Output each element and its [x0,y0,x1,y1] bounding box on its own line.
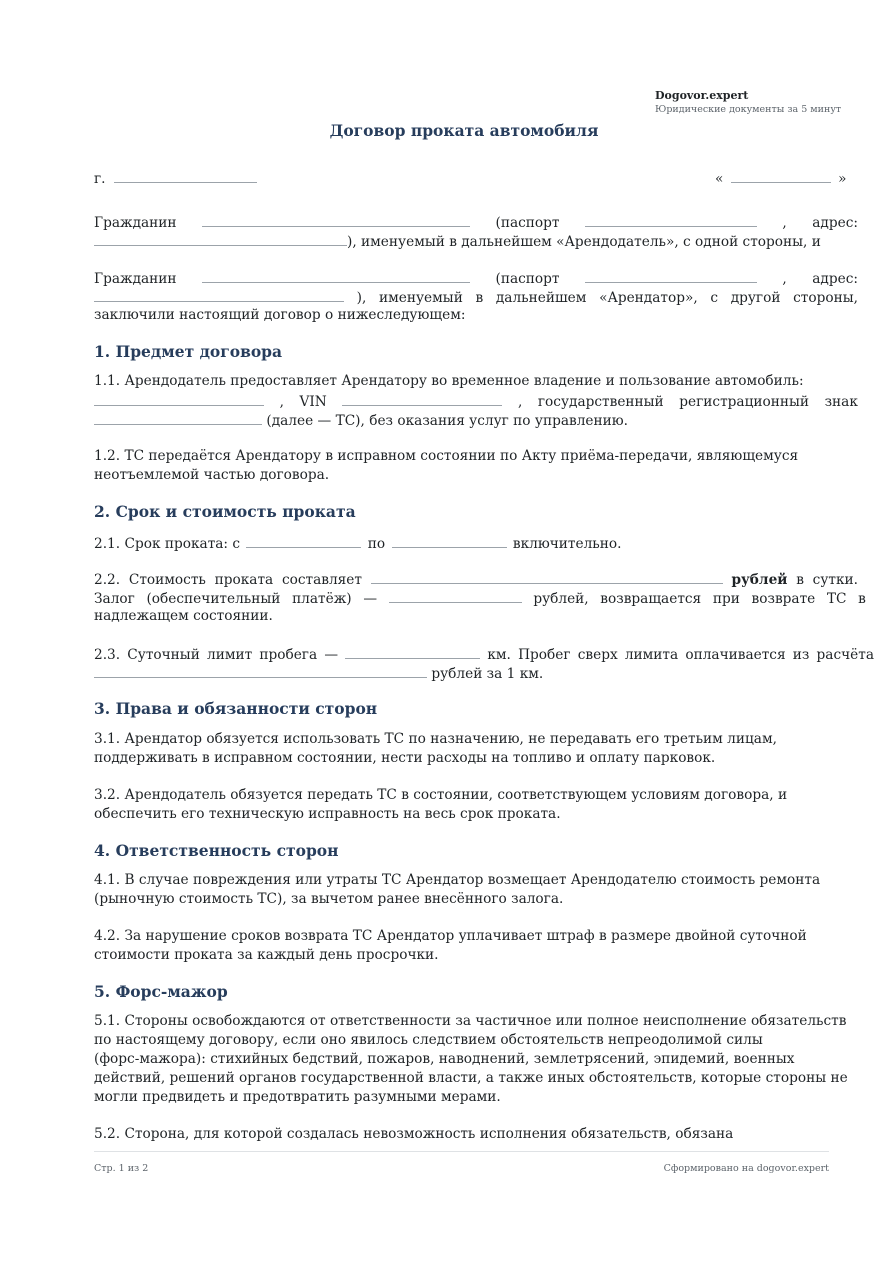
tenant-passport-blank [585,268,757,283]
s2-word: составляет [281,572,362,588]
tenant-word: другой [730,290,781,306]
tenant-word: дальнейшем [495,290,587,306]
landlord-address-blank [94,231,347,246]
s5-p1-line4: действий, решений органов государственной власти, а также иных обстоятельств, которые стороны не [94,1070,848,1086]
city-blank [114,168,257,183]
s4-p2-line2: стоимости проката за каждый день просрочки. [94,947,439,963]
s1-p1-line3 [94,410,628,431]
s1-p2-line2: неотъемлемой частью договора. [94,467,330,483]
s2-word: сутки. [812,572,858,588]
plate-blank [94,410,262,425]
s2-word: при [712,591,740,607]
s5-p1-line2: по настоящему договору, если оно явилось следствием обстоятельств непреодолимой силы [94,1032,763,1048]
s2-word: расчёта [816,647,874,663]
vin-blank [342,391,502,406]
car-model-blank [94,391,264,406]
s2-word: ТС [826,591,847,607]
s2-text: рублей за 1 км. [431,666,544,682]
s2-word: оплачивается [685,647,786,663]
s2-word: 2.3. [94,647,121,663]
s1-word: VIN [299,394,327,410]
s2-p2-line2 [94,588,866,609]
section-heading: 5. Форс-мажор [94,982,228,1001]
tenant-word: Гражданин [94,271,177,287]
date-blank [731,168,831,183]
tenant-word: (паспорт [495,271,560,287]
s2-word: лимит [207,647,253,663]
s5-p2-line1: 5.2. Сторона, для которой создалась невозможность исполнения обязательств, обязана [94,1126,734,1142]
daily-price-blank [371,569,723,584]
s1-word: государственный [537,394,664,410]
landlord-word: адрес: [812,215,858,231]
tenant-name-blank [202,268,470,283]
s1-word: , [517,394,523,410]
tenant-word: именуемый [379,290,463,306]
brand-tagline: Юридические документы за 5 минут [655,104,842,115]
s4-p1-line2: (рыночную стоимость ТС), за вычетом ранее внесённого залога. [94,891,564,907]
date-close-quote: » [838,171,847,187]
brand-name: Dogovor.expert [655,89,749,102]
s4-p1-line1: 4.1. В случае повреждения или утраты ТС Арендатор возмещает Арендодателю стоимость ремонта [94,872,821,888]
tenant-address-blank [94,287,344,302]
s1-p1-line1: 1.1. Арендодатель предоставляет Арендатору во временное владение и пользование автомобиль: [94,373,804,389]
s2-word: Суточный [127,647,200,663]
s2-word: Пробег [518,647,571,663]
s3-p1-line1: 3.1. Арендатор обязуется использовать ТС по назначению, не передавать его третьим лицам, [94,731,777,747]
s2-text: включительно. [512,536,622,552]
s3-p1-line2: поддерживать в исправном состоянии, нести расходы на топливо и оплату парковок. [94,750,716,766]
s2-p2-line3: надлежащем состоянии. [94,608,273,624]
s2-word: возвращается [600,591,702,607]
tenant-word: адрес: [812,271,858,287]
s2-word: км. [487,647,511,663]
landlord-name-blank [202,212,470,227]
landlord-line-2 [94,231,821,252]
s2-word: платёж) [292,591,352,607]
tenant-line-2 [94,287,858,308]
tenant-word: ), [356,290,367,306]
landlord-word: (паспорт [495,215,560,231]
s2-p3-line1 [94,644,874,665]
document-title: Договор проката автомобиля [329,121,599,140]
s2-word: проката [214,572,274,588]
s2-word: возврате [751,591,816,607]
landlord-line-1 [94,212,858,233]
landlord-word: , [782,215,787,231]
section-heading: 4. Ответственность сторон [94,841,339,860]
s1-text: (далее — ТС), без оказания услуг по управлению. [266,413,629,429]
s4-p2-line1: 4.2. За нарушение сроков возврата ТС Арендатор уплачивает штраф в размере двойной суточной [94,928,807,944]
s2-p3-line2 [94,663,543,684]
tenant-line-1 [94,268,858,289]
s1-word: знак [824,394,858,410]
landlord-word: Гражданин [94,215,177,231]
tenant-word: «Арендатор», [599,290,698,306]
s2-word: из [792,647,810,663]
s2-text: по [367,536,386,552]
landlord-passport-blank [585,212,757,227]
s3-p2-line2: обеспечить его техническую исправность на весь срок проката. [94,806,561,822]
tenant-line-3: заключили настоящий договор о нижеследующем: [94,307,466,323]
s2-word: Залог [94,591,135,607]
s2-word: — [324,647,339,663]
s2-word: рублей, [533,591,589,607]
s1-word: регистрационный [679,394,810,410]
date-open-quote: « [715,171,724,187]
mileage-limit-blank [345,644,480,659]
city-line [94,168,257,189]
s2-word: лимита [624,647,679,663]
tenant-word: стороны, [793,290,858,306]
tenant-word: с [710,290,719,306]
date-line [715,168,846,189]
s2-word: сверх [577,647,618,663]
s3-p2-line1: 3.2. Арендодатель обязуется передать ТС в состоянии, соответствующем условиям договора, и [94,787,788,803]
overrun-rate-blank [94,663,427,678]
s2-text: 2.1. Срок проката: с [94,536,241,552]
city-prefix: г. [94,171,106,187]
s2-word: в [796,572,804,588]
section-heading: 2. Срок и стоимость проката [94,502,356,521]
end-date-blank [392,533,507,548]
s2-word: пробега [259,647,318,663]
start-date-blank [246,533,361,548]
tenant-word: в [475,290,484,306]
tenant-word: , [782,271,787,287]
s2-p2-line1 [94,569,858,590]
footer-divider [94,1151,829,1152]
s5-p1-line5: могли предвидеть и предотвратить разумными мерами. [94,1089,501,1105]
s2-word: — [363,591,377,607]
s1-p2-line1: 1.2. ТС передаётся Арендатору в исправном состоянии по Акту приёма-передачи, являющемуся [94,448,799,464]
s5-p1-line1: 5.1. Стороны освобождаются от ответственности за частичное или полное неисполнение обязательств [94,1013,847,1029]
page-number: Стр. 1 из 2 [94,1163,149,1174]
section-heading: 3. Права и обязанности сторон [94,699,378,718]
s2-word: 2.2. [94,572,121,588]
generated-note: Сформировано на dogovor.expert [663,1163,829,1174]
section-heading: 1. Предмет договора [94,342,283,361]
landlord-text: ), именуемый в дальнейшем «Арендодатель», с одной стороны, и [347,234,821,250]
s1-p1-line2 [94,391,858,412]
s5-p1-line3: (форс-мажора): стихийных бедствий, пожаров, наводнений, землетрясений, эпидемий, военных [94,1051,795,1067]
deposit-blank [389,588,522,603]
s2-word: (обеспечительный [146,591,281,607]
s2-word: Стоимость [128,572,206,588]
s2-p1-line1 [94,533,621,554]
s1-word: , [279,394,284,410]
s2-word-bold: рублей [731,572,788,588]
s2-word: в [858,591,866,607]
